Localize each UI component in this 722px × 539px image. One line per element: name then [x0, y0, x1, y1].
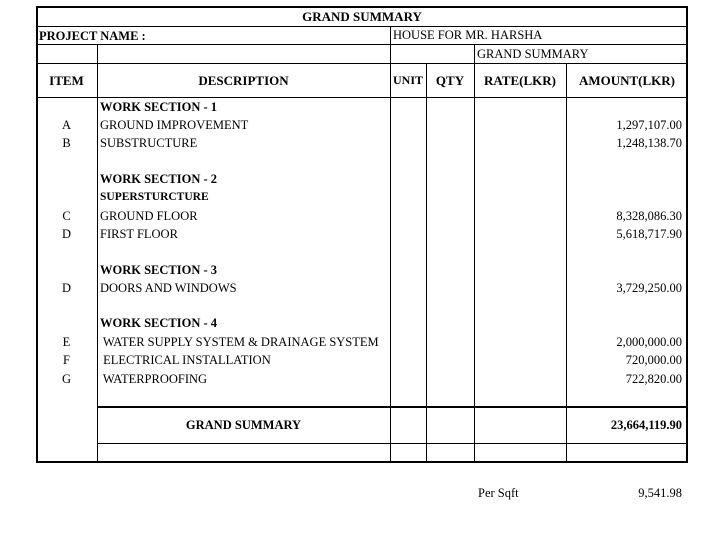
rule	[36, 26, 688, 27]
item-description: DOORS AND WINDOWS	[100, 281, 237, 295]
item-code: G	[61, 372, 72, 386]
item-description: GROUND IMPROVEMENT	[100, 118, 249, 132]
item-amount: 720,000.00	[625, 353, 682, 367]
section-title: WORK SECTION - 3	[100, 263, 218, 277]
col-divider	[97, 44, 98, 463]
total-amount: 23,664,119.90	[610, 418, 682, 432]
item-code: C	[62, 209, 71, 223]
item-description: WATERPROOFING	[100, 372, 208, 386]
item-description: FIRST FLOOR	[100, 227, 178, 241]
item-code: A	[61, 118, 72, 132]
sheet-title: GRAND SUMMARY	[302, 9, 422, 24]
section-title: WORK SECTION - 4	[100, 316, 218, 330]
item-description: WATER SUPPLY SYSTEM & DRAINAGE SYSTEM	[100, 335, 379, 349]
item-description: SUBSTRUCTURE	[100, 136, 198, 150]
item-amount: 1,297,107.00	[616, 118, 682, 132]
item-amount: 1,248,138.70	[616, 136, 682, 150]
col-divider	[474, 44, 475, 463]
sub-title: GRAND SUMMARY	[477, 47, 589, 61]
item-amount: 8,328,086.30	[616, 209, 682, 223]
item-amount: 722,820.00	[625, 372, 682, 386]
item-description: ELECTRICAL INSTALLATION	[100, 353, 271, 367]
item-amount: 3,729,250.00	[616, 281, 682, 295]
col-divider	[426, 63, 427, 463]
rule	[36, 44, 688, 45]
header-description: DESCRIPTION	[198, 73, 289, 88]
rule	[97, 406, 688, 408]
item-code: D	[61, 281, 72, 295]
item-code: B	[62, 136, 71, 150]
total-label: GRAND SUMMARY	[185, 418, 302, 432]
section-title: WORK SECTION - 1	[100, 100, 218, 114]
rule	[97, 443, 688, 444]
rule	[36, 63, 688, 64]
item-description: GROUND FLOOR	[100, 209, 198, 223]
per-sqft-label: Per Sqft	[478, 486, 519, 500]
section-subtitle: SUPERSTURCTURE	[100, 191, 209, 203]
project-name: HOUSE FOR MR. HARSHA	[393, 28, 543, 42]
rule	[36, 97, 688, 98]
header-amount: AMOUNT(LKR)	[578, 73, 676, 88]
item-code: F	[63, 353, 70, 367]
header-rate: RATE(LKR)	[484, 73, 556, 88]
col-divider	[390, 26, 391, 463]
item-amount: 5,618,717.90	[616, 227, 682, 241]
header-item: ITEM	[49, 73, 84, 88]
per-sqft-value: 9,541.98	[638, 486, 682, 500]
project-label: PROJECT NAME :	[39, 29, 146, 43]
item-amount: 2,000,000.00	[616, 335, 682, 349]
item-code: E	[62, 335, 71, 349]
section-title: WORK SECTION - 2	[100, 172, 218, 186]
header-qty: QTY	[435, 73, 465, 88]
item-code: D	[61, 227, 72, 241]
header-unit: UNIT	[392, 73, 423, 87]
